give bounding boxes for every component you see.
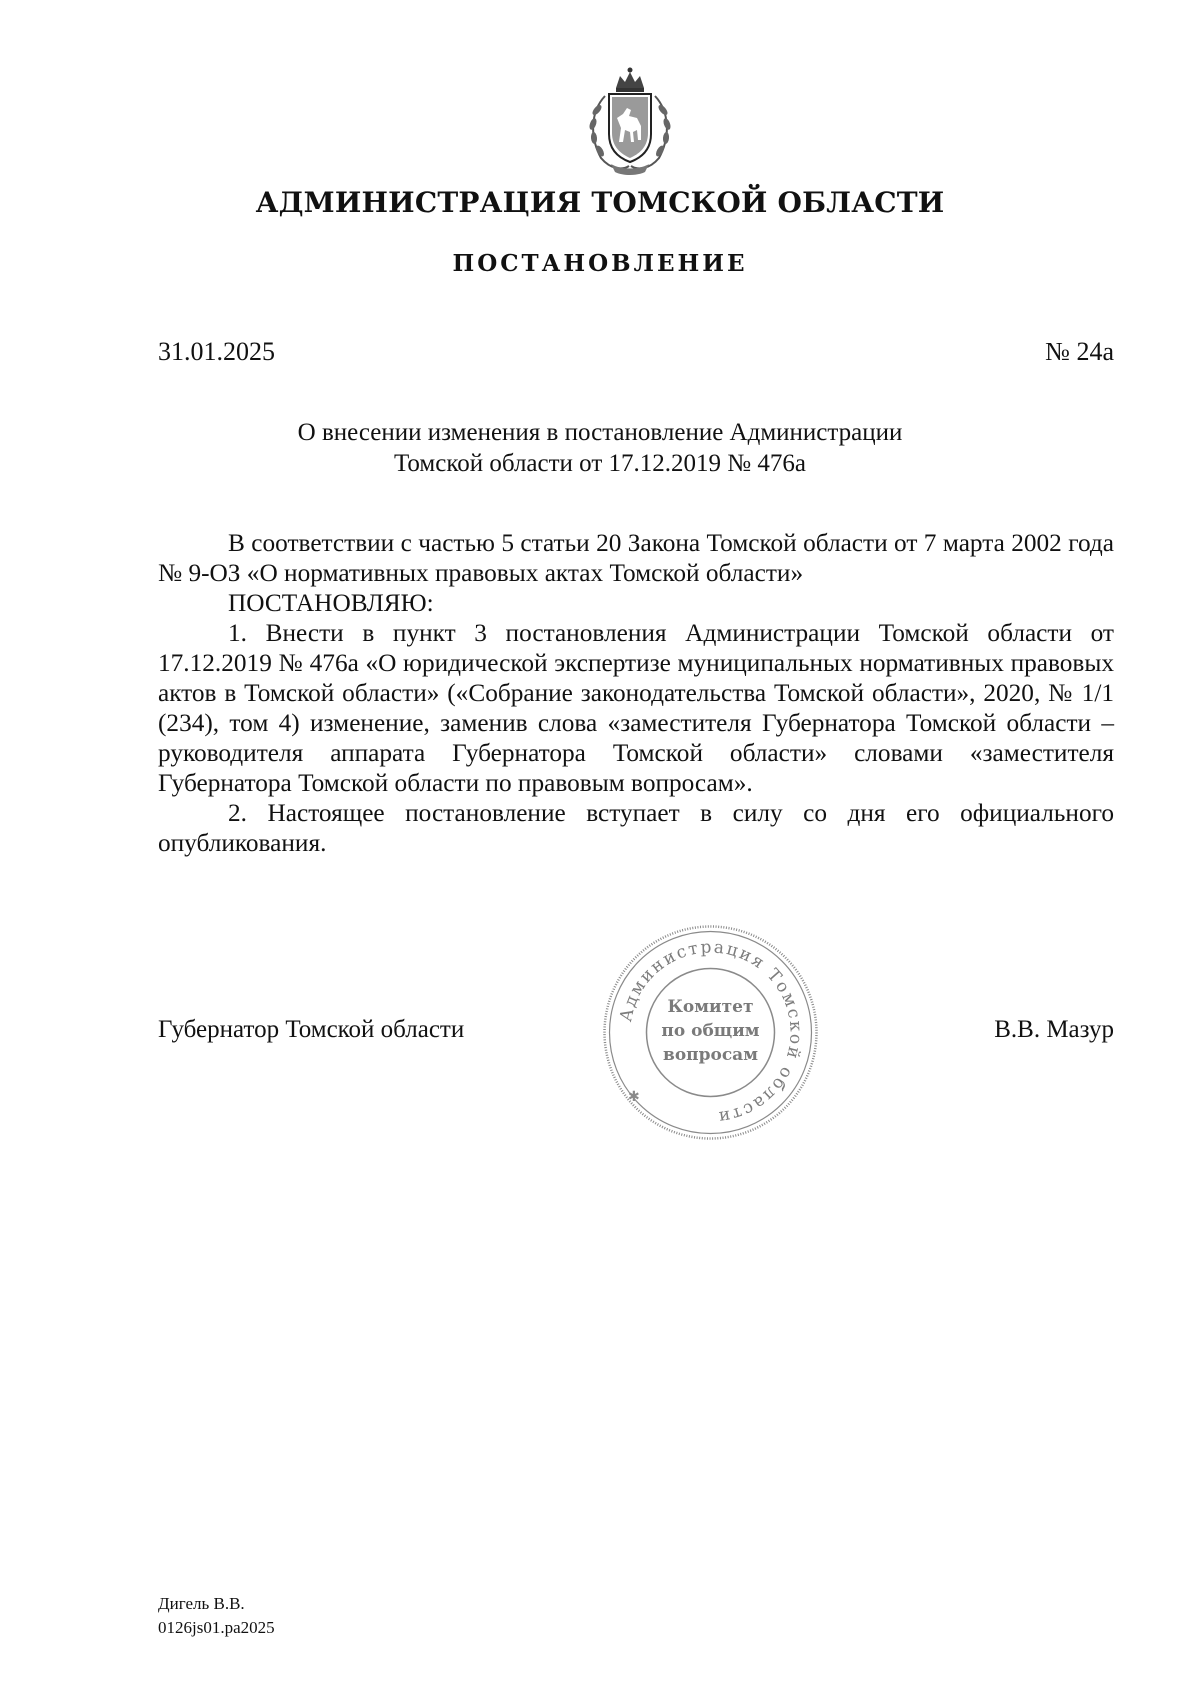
file-code: 0126js01.ра2025 bbox=[158, 1618, 275, 1637]
document-date: 31.01.2025 bbox=[158, 337, 275, 366]
stamp-center-line-3: вопросам bbox=[663, 1045, 758, 1065]
footer bbox=[158, 1592, 275, 1640]
subject-line-1: О внесении изменения в постановление Администрации bbox=[297, 419, 903, 446]
document-subject bbox=[250, 417, 950, 479]
document-type: ПОСТАНОВЛЕНИЕ bbox=[452, 250, 748, 277]
stamp-center-line-2: по общим bbox=[661, 1021, 760, 1041]
stamp-ring-text: Администрация Томской области bbox=[616, 937, 806, 1128]
executor-name: Дигель В.В. bbox=[158, 1594, 245, 1613]
decree-word: ПОСТАНОВЛЯЮ: bbox=[228, 589, 434, 617]
organization-title: АДМИНИСТРАЦИЯ ТОМСКОЙ ОБЛАСТИ bbox=[255, 186, 945, 219]
item-2-paragraph: 2. Настоящее постановление вступает в силу со дня его официального опубликования. bbox=[158, 799, 1114, 857]
subject-line-2: Томской области от 17.12.2019 № 476а bbox=[394, 450, 806, 477]
document-number: № 24а bbox=[1045, 337, 1114, 366]
preamble-paragraph: В соответствии с частью 5 статьи 20 Закона Томской области от 7 марта 2002 года № 9-ОЗ «О нормативных правовых актах Томской области» bbox=[158, 529, 1114, 587]
stamp-center-line-1: Комитет bbox=[667, 997, 754, 1017]
official-stamp bbox=[598, 920, 823, 1145]
signatory-position: Губернатор Томской области bbox=[158, 1016, 465, 1043]
item-1-paragraph: 1. Внести в пункт 3 постановления Администрации Томской области от 17.12.2019 № 476а «О юридической экспертизе муниципальных нормативных правовых актов в Томской области» («Собрание законодательства Томской области», 2020, № 1/1 (234), том 4) изменение, заменив слова «заместителя Губернатора Томской области – руководителя аппарата Губернатора Томской области» словами «заместителя Губернатора Томской области по правовым вопросам». bbox=[158, 619, 1114, 797]
svg-text:✱: ✱ bbox=[628, 1090, 640, 1105]
coat-of-arms-icon bbox=[571, 66, 689, 176]
signatory-name: В.В. Мазур bbox=[994, 1016, 1114, 1043]
document-body bbox=[158, 528, 1114, 858]
